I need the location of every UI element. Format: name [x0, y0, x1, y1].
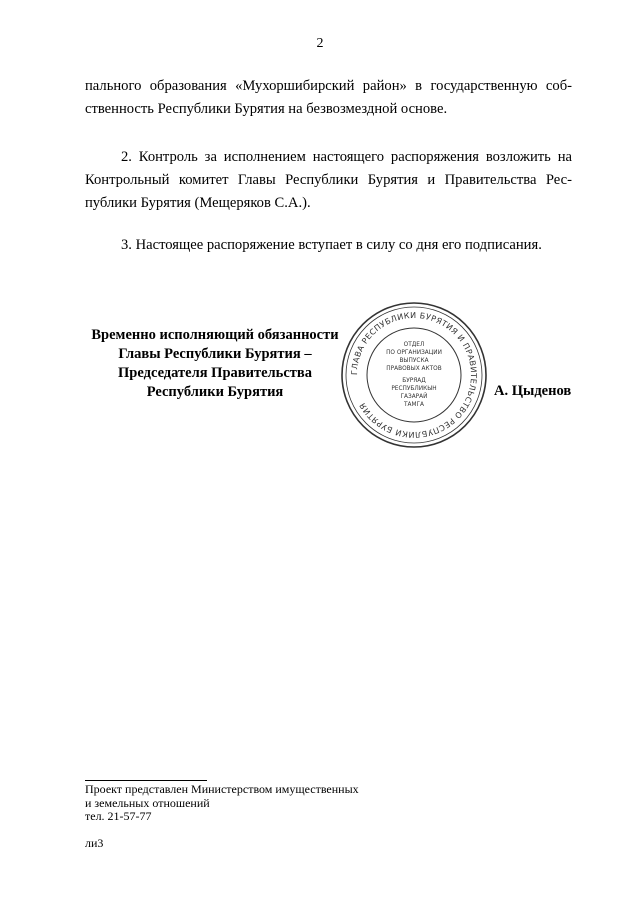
- footnote: [85, 783, 485, 824]
- paragraph-3: [85, 234, 572, 257]
- paragraph-line: публики Бурятия (Мещеряков С.А.).: [85, 195, 311, 211]
- page-number: 2: [316, 36, 324, 51]
- seal-center-text: ТАМГА: [403, 402, 425, 408]
- seal-center-text: ВЫПУСКА: [399, 358, 429, 364]
- seal-center-text: БУРЯАД: [402, 378, 426, 384]
- seal-center-text: ПРАВОВЫХ АКТОВ: [386, 366, 442, 372]
- paragraph-1: [85, 75, 572, 121]
- signatory-title-line: Временно исполняющий обязанности: [91, 327, 339, 343]
- paragraph-line: пального образования «Мухоршибирский район» в государственную соб-: [85, 78, 572, 94]
- paragraph-line: Контрольный комитет Главы Республики Бурятия и Правительства Рес-: [85, 172, 572, 188]
- footnote-divider: [85, 780, 207, 781]
- official-seal: [339, 300, 489, 450]
- signatory-name: А. Цыденов: [494, 383, 572, 399]
- seal-ring-text: ГЛАВА РЕСПУБЛИКИ БУРЯТИЯ И ПРАВИТЕЛЬСТВО РЕСПУБЛИКИ БУРЯТИЯ: [349, 310, 479, 440]
- svg-text:ГЛАВА РЕСПУБЛИКИ БУРЯТИЯ И ПРА: [350, 311, 478, 439]
- signatory-title-line: Главы Республики Бурятия –: [118, 346, 312, 362]
- paragraph-2: [85, 146, 572, 215]
- seal-center-text: РЕСПУБЛИКЫН: [391, 386, 437, 392]
- paragraph-line: 2. Контроль за исполнением настоящего распоряжения возложить на: [121, 149, 572, 165]
- footnote-line: Проект представлен Министерством имущественных: [85, 782, 359, 796]
- seal-center-text: ОТДЕЛ: [403, 342, 425, 348]
- seal-center-text: ГАЗАРАЙ: [400, 394, 428, 400]
- signatory-title-line: Республики Бурятия: [146, 384, 284, 400]
- footnote-line: тел. 21-57-77: [85, 809, 152, 823]
- seal-center-text: ПО ОРГАНИЗАЦИИ: [386, 350, 442, 356]
- paragraph-line: 3. Настоящее распоряжение вступает в силу со дня его подписания.: [121, 237, 542, 253]
- document-code: ли3: [85, 836, 104, 850]
- signatory-title: [60, 326, 370, 402]
- footnote-line: и земельных отношений: [85, 795, 210, 810]
- signatory-title-line: Председателя Правительства: [118, 365, 312, 381]
- paragraph-line: ственность Республики Бурятия на безвозмездной основе.: [85, 101, 448, 117]
